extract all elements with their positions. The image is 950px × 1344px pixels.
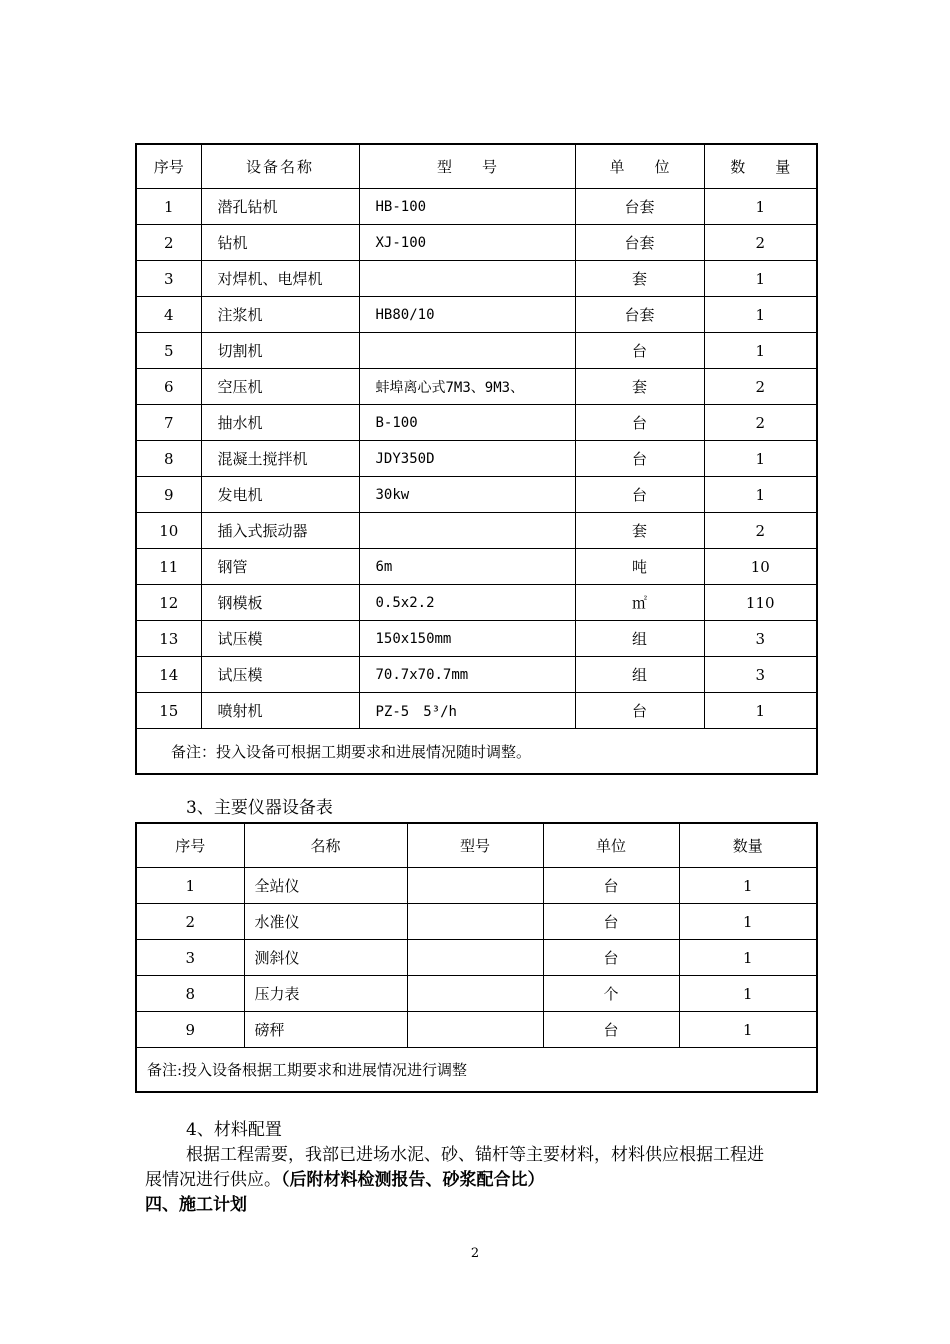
table-cell: B-100 xyxy=(359,405,575,441)
table-cell: 台套 xyxy=(575,297,704,333)
table-cell: 3 xyxy=(136,940,244,976)
table-row xyxy=(136,405,817,441)
table-cell: 1 xyxy=(136,868,244,904)
table-row xyxy=(136,868,817,904)
table-cell: 6 xyxy=(136,369,201,405)
table-note: 备注:投入设备根据工期要求和进展情况进行调整 xyxy=(136,1048,817,1093)
page-number: 2 xyxy=(470,1246,480,1261)
table-cell: 3 xyxy=(136,261,201,297)
table-cell: 套 xyxy=(575,261,704,297)
table-cell xyxy=(407,1012,543,1048)
table-note-row xyxy=(136,729,817,775)
section-4-title: 4、材料配置 xyxy=(186,1120,282,1140)
table-cell: 10 xyxy=(704,549,817,585)
table-cell: 2 xyxy=(704,225,817,261)
table-header-cell: 序号 xyxy=(136,823,244,868)
table-cell: 1 xyxy=(704,333,817,369)
heading-construction-plan: 四、施工计划 xyxy=(145,1195,247,1215)
table-header-row xyxy=(136,144,817,189)
table-header-cell: 序号 xyxy=(136,144,201,189)
table-cell: 台 xyxy=(575,441,704,477)
table-header-cell: 数 量 xyxy=(704,144,817,189)
table-cell: 1 xyxy=(704,441,817,477)
table-note: 备注：投入设备可根据工期要求和进展情况随时调整。 xyxy=(136,729,817,775)
table-row xyxy=(136,477,817,513)
table-cell: 试压模 xyxy=(201,657,359,693)
table-cell: 台 xyxy=(575,477,704,513)
table-header-cell: 单 位 xyxy=(575,144,704,189)
table-row xyxy=(136,940,817,976)
table-cell: 全站仪 xyxy=(244,868,407,904)
table-cell: 13 xyxy=(136,621,201,657)
table-cell: 个 xyxy=(543,976,679,1012)
table-cell: 3 xyxy=(704,657,817,693)
table-cell: 套 xyxy=(575,513,704,549)
table-cell xyxy=(407,976,543,1012)
table-row xyxy=(136,261,817,297)
table-note-row xyxy=(136,1048,817,1093)
table-row xyxy=(136,297,817,333)
table-cell: 台套 xyxy=(575,225,704,261)
table-cell: 钢模板 xyxy=(201,585,359,621)
table-row xyxy=(136,1012,817,1048)
table-cell: 钻机 xyxy=(201,225,359,261)
section-4-text-line2 xyxy=(145,1168,545,1193)
table-row xyxy=(136,693,817,729)
table-cell xyxy=(407,904,543,940)
table-cell: 测斜仪 xyxy=(244,940,407,976)
table-cell: 切割机 xyxy=(201,333,359,369)
table-header-cell: 单位 xyxy=(543,823,679,868)
table-cell: 1 xyxy=(704,693,817,729)
table-cell: 空压机 xyxy=(201,369,359,405)
table-cell: 台 xyxy=(543,904,679,940)
table-row xyxy=(136,549,817,585)
table-row xyxy=(136,189,817,225)
table-cell: 抽水机 xyxy=(201,405,359,441)
table-cell: 30kw xyxy=(359,477,575,513)
table-cell: 2 xyxy=(136,904,244,940)
table-cell: 1 xyxy=(704,297,817,333)
table-cell: 14 xyxy=(136,657,201,693)
table-cell: 试压模 xyxy=(201,621,359,657)
table-cell: 组 xyxy=(575,657,704,693)
table-cell: 9 xyxy=(136,477,201,513)
table-cell xyxy=(359,261,575,297)
table-cell: 10 xyxy=(136,513,201,549)
table-cell: 2 xyxy=(704,513,817,549)
table-cell: ㎡ xyxy=(575,585,704,621)
table-cell: 0.5x2.2 xyxy=(359,585,575,621)
table-cell: 1 xyxy=(679,976,817,1012)
table-cell: 吨 xyxy=(575,549,704,585)
table-cell: 7 xyxy=(136,405,201,441)
table-cell: 潜孔钻机 xyxy=(201,189,359,225)
table-row xyxy=(136,904,817,940)
table-cell xyxy=(359,513,575,549)
table-cell: 1 xyxy=(704,261,817,297)
table-cell: 插入式振动器 xyxy=(201,513,359,549)
table-header-cell: 名称 xyxy=(244,823,407,868)
table-cell: 5 xyxy=(136,333,201,369)
table-cell: 1 xyxy=(704,189,817,225)
table-cell: 磅秤 xyxy=(244,1012,407,1048)
table-cell: PZ-5 5³/h xyxy=(359,693,575,729)
table-cell: 1 xyxy=(679,868,817,904)
section-4-text-bold: （后附材料检测报告、砂浆配合比） xyxy=(281,1170,545,1190)
table-cell: 8 xyxy=(136,441,201,477)
table-cell: 发电机 xyxy=(201,477,359,513)
table-cell xyxy=(359,333,575,369)
table-cell: 混凝土搅拌机 xyxy=(201,441,359,477)
table-cell: 11 xyxy=(136,549,201,585)
section-4-text-line1: 根据工程需要，我部已进场水泥、砂、锚杆等主要材料，材料供应根据工程进 xyxy=(186,1145,764,1165)
table-cell xyxy=(407,868,543,904)
table-cell: 1 xyxy=(679,1012,817,1048)
table-cell: XJ-100 xyxy=(359,225,575,261)
table-cell: 喷射机 xyxy=(201,693,359,729)
table-cell: 压力表 xyxy=(244,976,407,1012)
table-row xyxy=(136,976,817,1012)
table-cell: 台 xyxy=(575,693,704,729)
table-cell: 钢管 xyxy=(201,549,359,585)
table-cell: 1 xyxy=(679,940,817,976)
table-cell: 对焊机、电焊机 xyxy=(201,261,359,297)
table-cell: 套 xyxy=(575,369,704,405)
table-cell: 台 xyxy=(543,940,679,976)
table-cell: 台套 xyxy=(575,189,704,225)
table-row xyxy=(136,585,817,621)
table-cell: 2 xyxy=(704,369,817,405)
table-cell: 蚌埠离心式7M3、9M3、 xyxy=(359,369,575,405)
table-cell: JDY350D xyxy=(359,441,575,477)
table-cell: 4 xyxy=(136,297,201,333)
table-row xyxy=(136,369,817,405)
table-cell: 2 xyxy=(136,225,201,261)
table-cell: HB80/10 xyxy=(359,297,575,333)
table-cell: 70.7x70.7mm xyxy=(359,657,575,693)
table-cell: 8 xyxy=(136,976,244,1012)
table-row xyxy=(136,333,817,369)
table-row xyxy=(136,657,817,693)
table-cell: 1 xyxy=(136,189,201,225)
section-4-text-plain: 展情况进行供应。 xyxy=(145,1170,281,1190)
table-row xyxy=(136,225,817,261)
table-header-cell: 数量 xyxy=(679,823,817,868)
table-cell: 9 xyxy=(136,1012,244,1048)
table-cell: 2 xyxy=(704,405,817,441)
table-cell: 150x150mm xyxy=(359,621,575,657)
table-row xyxy=(136,513,817,549)
table-cell: 台 xyxy=(543,1012,679,1048)
table-header-cell: 设备名称 xyxy=(201,144,359,189)
equipment-table xyxy=(135,143,818,775)
table-row xyxy=(136,621,817,657)
table-row xyxy=(136,441,817,477)
table-cell: 6m xyxy=(359,549,575,585)
instrument-table xyxy=(135,822,818,1093)
table-cell: 3 xyxy=(704,621,817,657)
section-3-title: 3、主要仪器设备表 xyxy=(186,798,333,818)
table-cell: HB-100 xyxy=(359,189,575,225)
table-cell: 1 xyxy=(679,904,817,940)
table-header-row xyxy=(136,823,817,868)
table-cell: 台 xyxy=(575,333,704,369)
table-cell: 110 xyxy=(704,585,817,621)
table-cell: 组 xyxy=(575,621,704,657)
table-cell: 1 xyxy=(704,477,817,513)
table-header-cell: 型 号 xyxy=(359,144,575,189)
table-cell: 12 xyxy=(136,585,201,621)
table-cell: 台 xyxy=(575,405,704,441)
table-cell: 台 xyxy=(543,868,679,904)
table-cell: 注浆机 xyxy=(201,297,359,333)
table-cell xyxy=(407,940,543,976)
table-cell: 水准仪 xyxy=(244,904,407,940)
table-header-cell: 型号 xyxy=(407,823,543,868)
table-cell: 15 xyxy=(136,693,201,729)
